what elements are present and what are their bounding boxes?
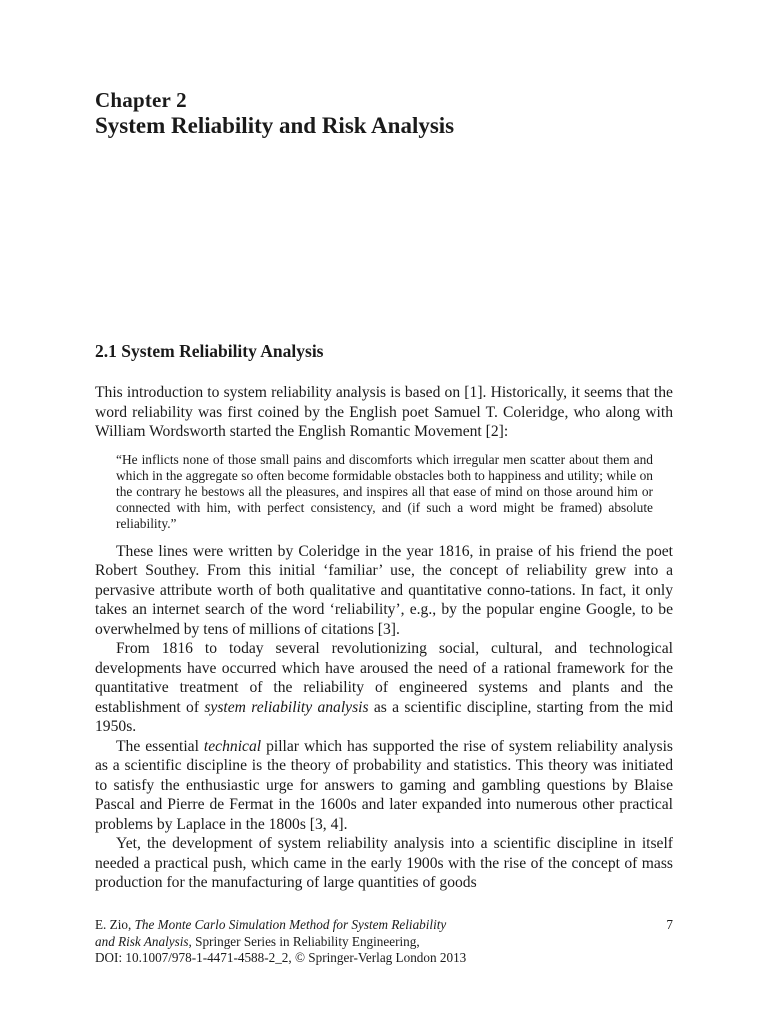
paragraph-4-text-c: ].: [338, 815, 348, 833]
paragraph-2-text-a: These lines were written by Coleridge in the year 1816, in praise of his friend the poet Robert Southey. From this initial ‘familiar’ use, the concept of reliability grew into a pervasive attribute worth of both qualitative and quantitative conno-tations. In fact, it only takes an internet search of the word ‘reliability’, e.g., by the popular engine Google, to be overwhelmed by tens of millions of citations [: [95, 542, 673, 638]
paragraph-4: [95, 737, 673, 835]
chapter-label: Chapter 2: [95, 88, 187, 112]
paragraph-1-text-b: ]. Historically, it seems that the word reliability was first coined by the English poet Samuel T. Coleridge, who along with William Wordsworth started the English Romantic Movement [: [95, 384, 673, 440]
paragraph-3: [95, 639, 673, 737]
paragraph-1: [95, 383, 673, 442]
citation-link-3b[interactable]: 3: [315, 815, 323, 833]
footer-book-title-1: The Monte Carlo Simulation Method for System Reliability: [134, 917, 447, 932]
footer-author: E. Zio,: [95, 917, 135, 932]
citation-link-1[interactable]: 1: [469, 384, 478, 401]
paragraph-4-emphasis: technical: [203, 737, 262, 755]
page-number: 7: [666, 917, 673, 932]
paragraph-1-text-a: This introduction to system reliability analysis is based on [: [95, 384, 470, 401]
footer-book-title-2: and Risk Analysis: [95, 933, 189, 949]
paragraph-3-emphasis: system reliability analysis: [204, 698, 369, 716]
footer-doi: DOI: 10.1007/978-1-4471-4588-2_2, © Springer-Verlag London 2013: [95, 950, 467, 965]
chapter-title: System Reliability and Risk Analysis: [95, 113, 455, 138]
citation-link-3[interactable]: 3: [383, 620, 391, 638]
body-text: [95, 383, 673, 893]
paragraph-2-text-b: ].: [390, 620, 400, 638]
footer-line-1: [95, 917, 673, 934]
paragraph-4-text-a: The essential: [116, 737, 204, 755]
citation-link-4[interactable]: 4: [330, 815, 339, 833]
footer-line-2: [95, 934, 673, 951]
paragraph-5: Yet, the development of system reliability analysis into a scientific discipline in itself needed a practical push, which came in the early 1900s with the rise of the concept of mass production for the manufacturing of large quantities of goods: [95, 835, 673, 892]
paragraph-4-text-b: pillar which has supported the rise of system reliability analysis as a scientific discipline is the theory of probability and statistics. This theory was initiated to satisfy the enthusiastic urge for answers to gaming and gambling questions by Blaise Pascal and Pierre de Fermat in the 1600s and later expanded into numerous other practical problems by Laplace in the 1800s [: [95, 737, 673, 833]
footer-series: , Springer Series in Reliability Engineering,: [188, 933, 420, 949]
footer: [95, 917, 673, 967]
citation-separator: ,: [322, 815, 331, 833]
paragraph-3-text-a: From 1816 to today several revolutionizing social, cultural, and technological developments have occurred which have aroused the need of a rational framework for the quantitative treatment of the reliability of engineered systems and plants and the establishment of: [95, 640, 673, 716]
citation-link-2[interactable]: 2: [490, 423, 499, 440]
section-heading: 2.1 System Reliability Analysis: [95, 341, 324, 361]
paragraph-2: [95, 542, 673, 640]
block-quote: “He inflicts none of those small pains and discomforts which irregular men scatter about them and which in the aggregate so often become formidable obstacles both to happiness and utility; while on the contrary he bestows all the pleasures, and inspires all that ease of mind on those around him or connected with him, with perfect consistency, and (if such a word might be framed) absolute reliability.”: [116, 451, 653, 532]
paragraph-1-text-c: ]:: [498, 423, 509, 440]
paragraph-3-text-b: as a scientific discipline, starting from the mid 1950s.: [95, 698, 673, 736]
